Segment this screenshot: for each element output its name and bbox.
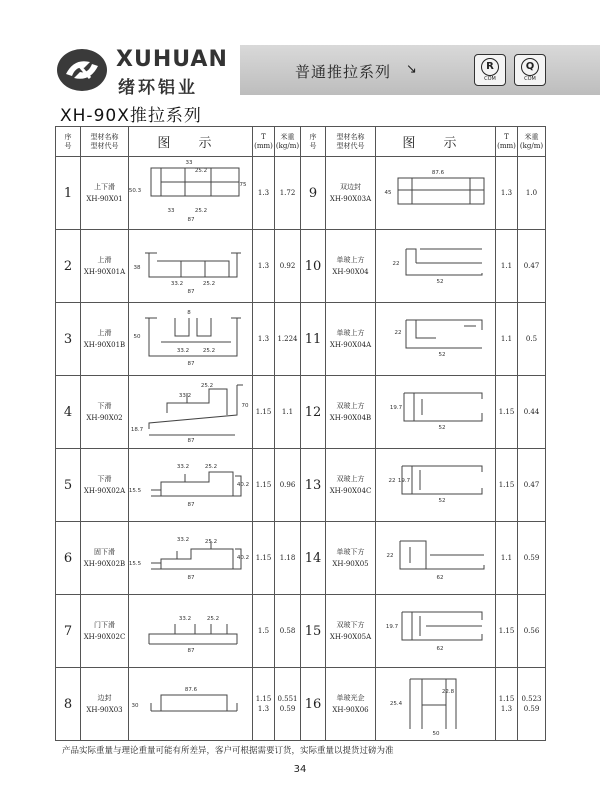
header-thickness: T (mm) [496,127,518,157]
thickness-value: 1.3 [257,705,270,713]
seq-number: 2 [56,230,81,303]
dimension-label: 87 [187,361,194,367]
thickness-value: 1.15 [496,376,518,449]
seq-number: 5 [56,449,81,522]
profile-name-cell [81,376,129,449]
profile-name-cell [326,230,376,303]
dimension-label: 22 [392,261,400,267]
profile-name: 下滑 [97,402,112,410]
weight-value: 0.5 [518,303,546,376]
thickness-value: 1.1 [496,522,518,595]
seq-number: 14 [301,522,326,595]
weight-value: 0.92 [275,230,301,303]
thickness-value: 1.15 [496,449,518,522]
profile-drawing-cell [129,449,253,522]
profile-name: 双玻下方 [336,621,365,629]
dimension-label: 52 [436,279,444,285]
profile-name: 双边封 [340,183,361,191]
header-image: 图 示 [376,127,496,157]
profile-drawing [376,598,496,664]
dimension-label: 33.2 [176,348,189,354]
dimension-label: 87 [187,217,194,223]
seq-number: 8 [56,668,81,741]
dimension-label: 87 [187,648,194,654]
profile-drawing-cell [376,303,496,376]
profile-code: XH-90X04A [329,341,372,349]
seq-number: 3 [56,303,81,376]
seq-number: 16 [301,668,326,741]
brand-name-cn: 绪环铝业 [118,78,198,98]
profile-name: 双玻上方 [336,475,365,483]
profile-name-cell [326,376,376,449]
profile-name-cell [326,303,376,376]
thickness-cell [253,668,275,741]
table-row [56,668,546,741]
table-row [56,230,546,303]
thickness-value: 1.15 [498,695,515,703]
profile-name: 单玻光企 [336,694,365,702]
weight-value: 0.47 [518,449,546,522]
profile-code: XH-90X04B [329,414,372,422]
dimension-label: 40.2 [236,555,249,561]
thickness-value: 1.3 [496,157,518,230]
dimension-label: 25.2 [206,616,219,622]
thickness-value: 1.15 [255,695,272,703]
xuhuan-logo-icon [56,44,108,96]
dimension-label: 70 [241,403,248,409]
profile-drawing [376,160,496,226]
dimension-label: 33 [185,160,192,166]
profile-code: XH-90X01 [86,195,123,203]
profile-name: 双玻上方 [336,402,365,410]
weight-cell [275,668,301,741]
profile-code: XH-90X01B [83,341,126,349]
profile-code: XH-90X05 [332,560,369,568]
dimension-label: 87 [187,502,194,508]
profile-drawing-cell [129,303,253,376]
weight-value: 0.47 [518,230,546,303]
table-row [56,303,546,376]
series-title: 普通推拉系列 [295,63,392,81]
profile-drawing [376,379,496,445]
thickness-value: 1.3 [253,157,275,230]
thickness-value: 1.5 [253,595,275,668]
thickness-value: 1.1 [496,303,518,376]
dimension-label: 33.2 [176,537,189,543]
profile-drawing-cell [376,595,496,668]
dimension-label: 25.2 [204,464,217,470]
profile-drawing [376,525,496,591]
profile-name: 门下滑 [94,621,115,629]
profile-name-cell [326,157,376,230]
dimension-label: 22.8 [441,689,455,695]
seq-number: 12 [301,376,326,449]
profile-name: 上滑 [97,329,112,337]
thickness-value: 1.3 [253,230,275,303]
weight-value: 0.59 [518,522,546,595]
seq-number: 10 [301,230,326,303]
dimension-label: 87 [187,289,194,295]
profile-drawing-cell [129,522,253,595]
profile-drawing-cell [376,376,496,449]
thickness-value: 1.3 [253,303,275,376]
dimension-label: 40.2 [236,482,249,488]
seq-number: 6 [56,522,81,595]
profile-code: XH-90X05A [329,633,372,641]
seq-number: 1 [56,157,81,230]
header-seq: 序 号 [301,127,326,157]
dimension-label: 22 [386,553,394,559]
profile-code: XH-90X03A [329,195,372,203]
weight-cell [518,668,546,741]
weight-value: 1.1 [275,376,301,449]
weight-value: 1.0 [518,157,546,230]
seq-number: 4 [56,376,81,449]
profile-code: XH-90X02 [86,414,123,422]
profile-code: XH-90X06 [332,706,369,714]
dimension-label: 50 [133,334,140,340]
dimension-label: 50.3 [128,188,141,194]
table-row [56,449,546,522]
profile-name-cell [326,449,376,522]
dimension-label: 62 [436,575,444,581]
dimension-label: 19.7 [389,405,403,411]
header-weight: 米重 (kg/m) [275,127,301,157]
dimension-label: 62 [436,646,444,652]
series-band [240,45,600,95]
weight-value: 0.58 [275,595,301,668]
dimension-label: 25.2 [202,281,215,287]
dimension-label: 33 [167,208,174,214]
profile-drawing [128,160,251,226]
dimension-label: 52 [438,425,446,431]
seq-number: 11 [301,303,326,376]
dimension-label: 33.2 [178,616,191,622]
cert-badge-r: R COM [474,54,506,86]
dimension-label: 25.4 [389,701,403,707]
profile-name-cell [326,522,376,595]
profile-name: 上下滑 [94,183,115,191]
dimension-label: 30 [131,703,138,709]
profile-name-cell [326,595,376,668]
dimension-label: 45 [384,190,392,196]
profile-code: XH-90X03 [86,706,123,714]
profile-drawing-cell [129,668,253,741]
dimension-label: 19.7 [385,624,399,630]
profile-drawing-cell [129,157,253,230]
weight-value: 0.44 [518,376,546,449]
profile-spec-table [55,126,546,741]
table-row [56,157,546,230]
page-header [0,0,600,100]
dimension-label: 18.7 [130,427,143,433]
thickness-cell [496,668,518,741]
header-image: 图 示 [129,127,253,157]
profile-code: XH-90X01A [83,268,126,276]
profile-drawing [131,598,251,664]
dimension-label: 22 [394,330,402,336]
seq-number: 15 [301,595,326,668]
profile-name: 单玻下方 [336,548,365,556]
profile-code: XH-90X04 [332,268,369,276]
profile-name: 下滑 [97,475,112,483]
dimension-label: 87 [187,438,194,444]
dimension-label: 25.2 [202,348,215,354]
profile-drawing [128,452,251,518]
weight-value: 0.56 [518,595,546,668]
profile-name: 单玻上方 [336,256,365,264]
profile-drawing-cell [376,449,496,522]
thickness-value: 1.1 [496,230,518,303]
dimension-label: 87.6 [431,170,445,176]
dimension-label: 33.2 [176,464,189,470]
footnote: 产品实际重量与理论重量可能有所差异，客户可根据需要订货，实际重量以提货过磅为准 [62,746,394,756]
dimension-label: 87.6 [184,687,197,693]
profile-name: 单玻上方 [336,329,365,337]
weight-value: 0.59 [279,705,296,713]
page-number: 34 [293,764,307,775]
seq-number: 9 [301,157,326,230]
seq-number: 13 [301,449,326,522]
weight-value: 1.72 [275,157,301,230]
header-name: 型材名称 型材代号 [326,127,376,157]
thickness-value: 1.15 [496,595,518,668]
profile-drawing [131,306,251,372]
weight-value: 0.551 [277,695,298,703]
weight-value: 0.96 [275,449,301,522]
profile-name-cell [81,230,129,303]
profile-drawing [131,671,251,737]
profile-code: XH-90X02B [83,560,126,568]
profile-drawing [376,452,496,518]
seq-number: 7 [56,595,81,668]
brand-name-en: XUHUAN [116,47,228,72]
profile-name-cell [81,157,129,230]
profile-name-cell [81,449,129,522]
profile-drawing-cell [376,522,496,595]
dimension-label: 25.2 [204,539,217,545]
table-row [56,376,546,449]
profile-drawing-cell [376,230,496,303]
profile-name-cell [326,668,376,741]
profile-drawing [128,525,251,591]
thickness-value: 1.15 [253,522,275,595]
arrow-icon: ↘ [406,62,417,77]
profile-code: XH-90X02A [83,487,126,495]
profile-name-cell [81,668,129,741]
page-title: XH-90X推拉系列 [60,106,202,126]
weight-value: 0.59 [523,705,540,713]
thickness-value: 1.15 [253,376,275,449]
thickness-value: 1.15 [253,449,275,522]
dimension-label: 8 [186,310,191,316]
dimension-label: 15.5 [128,488,141,494]
profile-drawing-cell [129,376,253,449]
profile-drawing-cell [376,668,496,741]
dimension-label: 33.2 [170,281,183,287]
dimension-label: 75 [239,182,246,188]
dimension-label: 15.5 [128,561,141,567]
cert-badge-q: Q COM [514,54,546,86]
profile-drawing [131,379,251,445]
profile-name-cell [81,595,129,668]
header-name: 型材名称 型材代号 [81,127,129,157]
dimension-label: 87 [187,575,194,581]
profile-code: XH-90X02C [83,633,126,641]
profile-code: XH-90X04C [329,487,372,495]
header-thickness: T (mm) [253,127,275,157]
header-weight: 米重 (kg/m) [518,127,546,157]
profile-drawing [376,306,496,372]
dimension-label: 22 [388,478,396,484]
header-seq: 序 号 [56,127,81,157]
dimension-label: 52 [438,498,446,504]
profile-drawing [376,233,496,299]
weight-value: 0.523 [521,695,542,703]
profile-drawing-cell [376,157,496,230]
profile-drawing-cell [129,230,253,303]
profile-name-cell [81,303,129,376]
profile-drawing [131,233,251,299]
table-row [56,595,546,668]
profile-name: 边封 [97,694,112,702]
profile-name: 固下滑 [94,548,115,556]
table-row [56,522,546,595]
weight-value: 1.224 [275,303,301,376]
profile-drawing-cell [129,595,253,668]
profile-name-cell [81,522,129,595]
dimension-label: 52 [438,352,446,358]
dimension-label: 25.2 [194,208,207,214]
profile-name: 上滑 [97,256,112,264]
dimension-label: 19.7 [397,478,411,484]
table-header-row [56,127,546,157]
dimension-label: 38 [133,265,140,271]
weight-value: 1.18 [275,522,301,595]
dimension-label: 25.2 [194,168,207,174]
thickness-value: 1.3 [500,705,513,713]
dimension-label: 33.2 [178,393,191,399]
profile-drawing [376,671,496,737]
dimension-label: 50 [432,731,440,737]
dimension-label: 25.2 [200,383,213,389]
